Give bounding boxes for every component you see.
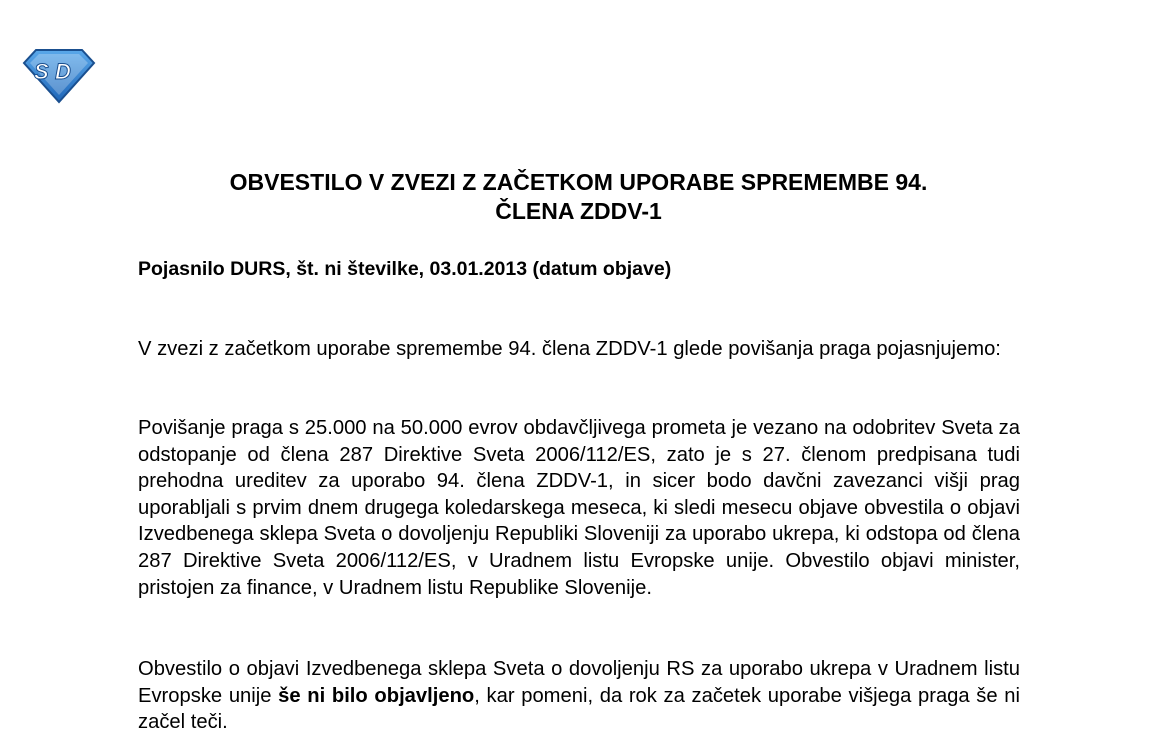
svg-text:D: D bbox=[55, 59, 71, 84]
title-line-1: OBVESTILO V ZVEZI Z ZAČETKOM UPORABE SPREMEMBE 94. bbox=[229, 169, 928, 195]
document-title bbox=[120, 168, 1037, 226]
svg-text:S: S bbox=[34, 59, 49, 84]
paragraph-2: Povišanje praga s 25.000 na 50.000 evrov obdavčljivega prometa je vezano na odobritev Sveta za odstopanje od člena 287 Direktive Sveta 2006/112/ES, zato je s 27. členom predpisana tudi prehodna ureditev za uporabo 94. člena ZDDV-1, in sicer bodo davčni zavezanci višji prag uporabljali s prvim dnem drugega koledarskega meseca, ki sledi mesecu objave obvestila o objavi Izvedbenega sklepa Sveta o dovoljenju Republiki Sloveniji za uporabo ukrepa, ki odstopa od člena 287 Direktive Sveta 2006/112/ES, v Uradnem listu Evropske unije. Obvestilo objavi minister, pristojen za finance, v Uradnem listu Republike Slovenije. bbox=[138, 417, 1020, 599]
title-line-2: ČLENA ZDDV-1 bbox=[495, 198, 662, 224]
paragraph-3 bbox=[138, 656, 1020, 736]
paragraph-3-bold-text: še ni bilo objavljeno bbox=[278, 684, 475, 707]
paragraph-1: V zvezi z začetkom uporabe spremembe 94. člena ZDDV-1 glede povišanja praga pojasnjujemo: bbox=[138, 338, 1001, 360]
paragraph-3-text-b: , kar pomeni, da rok za začetek uporabe višjega praga še ni začel teči. bbox=[138, 684, 1021, 734]
document-subtitle: Pojasnilo DURS, št. ni številke, 03.01.2013 (datum objave) bbox=[138, 258, 672, 280]
paragraph-3-text-a: Obvestilo o objavi Izvedbenega sklepa Sveta o dovoljenju RS za uporabo ukrepa v Uradnem listu Evropske unije bbox=[138, 658, 1020, 707]
superman-shield-sd-logo-icon bbox=[22, 48, 96, 104]
